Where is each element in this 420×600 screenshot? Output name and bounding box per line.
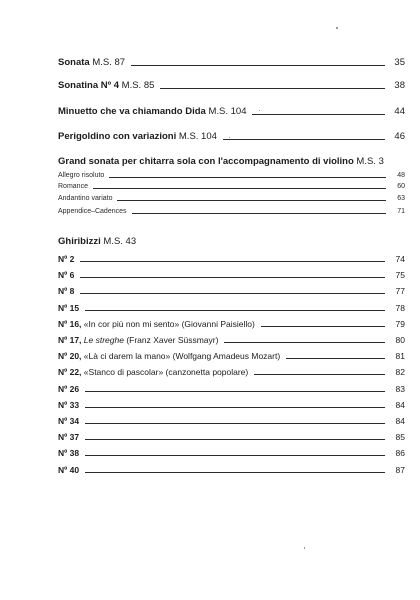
- page-number: 83: [395, 383, 405, 394]
- leader-line: [109, 176, 386, 178]
- ghiribizzi-entry[interactable]: [58, 254, 405, 265]
- entry-number: Nº 2: [58, 254, 75, 264]
- section-catalog: M.S. 43: [103, 236, 137, 247]
- leader-line: [223, 138, 385, 140]
- entry-label: [58, 106, 246, 118]
- paper-speck: [229, 137, 230, 138]
- entry-label: [58, 80, 154, 92]
- entry-number: Nº 16,: [58, 318, 82, 329]
- table-of-contents: [58, 0, 405, 600]
- page-number: 44: [394, 106, 405, 117]
- entry-label: [58, 303, 79, 314]
- page-number: 81: [395, 351, 405, 362]
- movement-title: Andantino variato: [58, 195, 113, 202]
- movement-title: Appendice–Cadences: [58, 208, 127, 215]
- page-number: 80: [395, 335, 405, 345]
- ghiribizzi-entry[interactable]: [58, 286, 405, 297]
- entry-label: [58, 335, 218, 346]
- entry-subtitle: «Stanco di pascolar» (canzonetta popolare): [83, 367, 249, 378]
- ghiribizzi-entry[interactable]: [58, 367, 405, 378]
- leader-line: [85, 454, 385, 456]
- ghiribizzi-entry[interactable]: [58, 335, 405, 346]
- page-number: 74: [395, 254, 405, 264]
- entry-number: Nº 20,: [58, 351, 82, 362]
- entry-label: [58, 57, 125, 69]
- page-number: 60: [397, 183, 405, 190]
- entry-title: Sonatina Nº 4: [58, 80, 120, 91]
- entry-number: Nº 33: [58, 399, 80, 410]
- movement-entry[interactable]: [58, 207, 405, 216]
- page-number: 79: [395, 318, 405, 329]
- ghiribizzi-entry[interactable]: [58, 465, 405, 476]
- entry-label: [58, 367, 248, 378]
- entry-subtitle-italic: Le streghe: [83, 335, 124, 345]
- entry-label: [58, 448, 79, 459]
- ghiribizzi-entry[interactable]: [58, 400, 405, 411]
- leader-line: [117, 199, 386, 201]
- entry-label: [58, 432, 79, 443]
- section-catalog: M.S. 3: [356, 156, 384, 167]
- page-number: 87: [395, 464, 405, 475]
- entry-label: [58, 319, 255, 330]
- entry-catalog: M.S. 104: [178, 131, 217, 142]
- page-number: 84: [395, 399, 405, 410]
- leader-line: [85, 422, 385, 424]
- entry-label: [58, 131, 217, 143]
- leader-line: [261, 325, 385, 327]
- page-number: 71: [397, 208, 405, 215]
- paper-speck: [304, 547, 305, 549]
- page-number: 78: [395, 302, 405, 313]
- leader-line: [80, 260, 385, 262]
- entry-label: [58, 400, 79, 411]
- entry-number: Nº 22,: [58, 367, 82, 378]
- page-number: 48: [397, 172, 405, 179]
- ghiribizzi-heading[interactable]: [58, 236, 405, 248]
- movement-title: Allegro risoluto: [58, 172, 105, 179]
- entry-catalog: M.S. 104: [208, 106, 247, 117]
- ghiribizzi-entry[interactable]: [58, 432, 405, 443]
- leader-line: [93, 187, 386, 189]
- ghiribizzi-entry[interactable]: [58, 448, 405, 459]
- ghiribizzi-entry[interactable]: [58, 319, 405, 330]
- leader-line: [224, 341, 385, 343]
- entry-title: Minuetto che va chiamando Dida: [58, 106, 206, 117]
- movement-entry[interactable]: [58, 194, 405, 203]
- ghiribizzi-entry[interactable]: [58, 416, 405, 427]
- entry-label: [58, 351, 280, 362]
- page-number: 77: [395, 286, 405, 297]
- paper-speck: [259, 110, 260, 111]
- entry-title: Sonata: [58, 57, 90, 68]
- leader-line: [131, 64, 385, 66]
- toc-entry-perigoldino[interactable]: [58, 131, 405, 143]
- entry-number: Nº 26: [58, 383, 80, 394]
- entry-catalog: M.S. 87: [92, 57, 126, 68]
- leader-line: [80, 276, 385, 278]
- entry-number: Nº 15: [58, 302, 80, 313]
- movement-title: Romance: [58, 183, 88, 190]
- leader-line: [252, 113, 385, 115]
- ghiribizzi-entry[interactable]: [58, 351, 405, 362]
- leader-line: [80, 292, 385, 294]
- page-number: 63: [397, 195, 405, 202]
- entry-title: Perigoldino con variazioni: [58, 131, 177, 142]
- page-number: 86: [395, 448, 405, 459]
- entry-label: [58, 384, 79, 395]
- entry-subtitle: «In cor più non mi sento» (Giovanni Paisiello): [83, 318, 255, 329]
- leader-line: [85, 406, 385, 408]
- entry-subtitle: «Là ci darem la mano» (Wolfgang Amadeus Mozart): [83, 351, 281, 362]
- ghiribizzi-entry[interactable]: [58, 270, 405, 281]
- page-number: 84: [395, 416, 405, 426]
- entry-composer: (Franz Xaver Süssmayr): [123, 335, 219, 345]
- leader-line: [286, 357, 385, 359]
- entry-label: [58, 286, 74, 297]
- entry-number: Nº 8: [58, 286, 75, 297]
- movement-entry[interactable]: [58, 182, 405, 191]
- entry-label: [58, 254, 74, 265]
- entry-label: [58, 270, 74, 281]
- entry-number: Nº 17,: [58, 335, 82, 345]
- page-number: 35: [394, 57, 405, 68]
- leader-line: [132, 212, 387, 214]
- ghiribizzi-entry[interactable]: [58, 384, 405, 395]
- leader-line: [85, 390, 385, 392]
- page-number: 38: [394, 80, 405, 91]
- section-title: Grand sonata per chitarra sola con l'accompagnamento di violino: [58, 156, 354, 167]
- grand-sonata-heading[interactable]: [58, 156, 405, 168]
- entry-number: Nº 34: [58, 416, 80, 426]
- section-title: Ghiribizzi: [58, 236, 101, 247]
- entry-number: Nº 6: [58, 270, 75, 281]
- entry-catalog: M.S. 85: [121, 80, 155, 91]
- paper-speck: [336, 27, 338, 29]
- entry-number: Nº 38: [58, 448, 80, 459]
- entry-label: [58, 465, 79, 476]
- toc-entry-sonatina[interactable]: [58, 80, 405, 92]
- page-number: 46: [394, 131, 405, 142]
- page-number: 82: [395, 367, 405, 378]
- entry-label: [58, 416, 79, 427]
- toc-entry-minuetto[interactable]: [58, 106, 405, 118]
- leader-line: [85, 471, 385, 473]
- page-number: 75: [395, 270, 405, 281]
- leader-line: [160, 87, 385, 89]
- entry-number: Nº 40: [58, 464, 80, 475]
- leader-line: [254, 373, 385, 375]
- page-number: 85: [395, 432, 405, 443]
- toc-entry-sonata[interactable]: [58, 57, 405, 69]
- leader-line: [85, 309, 385, 311]
- entry-number: Nº 37: [58, 432, 80, 443]
- leader-line: [85, 438, 385, 440]
- ghiribizzi-entry[interactable]: [58, 303, 405, 314]
- movement-entry[interactable]: [58, 171, 405, 180]
